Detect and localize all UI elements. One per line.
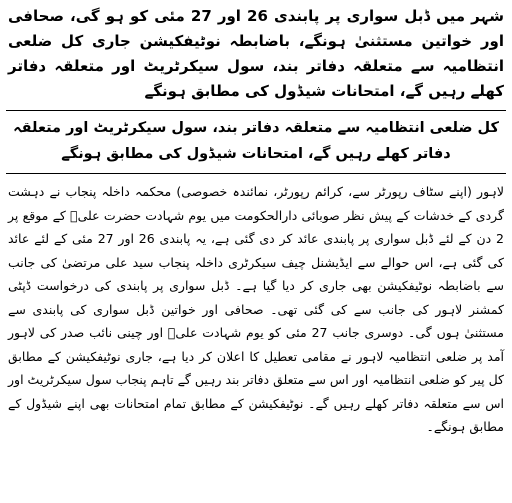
divider-top: [6, 110, 506, 111]
article-body: لاہور (اپنے سٹاف رپورٹر سے، کرائم رپورٹر، نمائندہ خصوصی) محکمہ داخلہ پنجاب نے دہشت گردی کے خدشات کے پیش نظر صوبائی دارالحکومت میں یوم شہادت حضرت علیؓ کے موقع پر 2 دن کے لئے ڈبل سواری پر پابندی عائد کر دی گئی ہے، یہ پابندی 26 اور 27 مئی کے لئے عائد کی گئی ہے، اس حوالے سے ایڈیشنل چیف سیکرٹری داخلہ پنجاب سید علی مرتضیٰ کی جانب سے باضابطہ نوٹیفکیشن بھی جاری کر دیا گیا ہے۔ ڈبل سواری پر پابندی کی درخواست ڈپٹی کمشنر لاہور کی جانب سے کی گئی تھی۔ صحافی اور خواتین ڈبل سواری کی پابندی سے مستثنیٰ ہوں گی۔ دوسری جانب 27 مئی کو یوم شہادت علیؓ اور چینی نائب صدر کی لاہور آمد پر ضلعی انتظامیہ لاہور نے مقامی تعطیل کا اعلان کر دیا ہے، جاری نوٹیفکیشن کے مطابق کل پیر کو ضلعی انتظامیہ اور اس سے متعلق دفاتر بند رہیں گے تاہم پنجاب سول سیکرٹریٹ اور اس سے متعلقہ دفاتر کھلے رہیں گے۔ نوٹیفکیشن کے مطابق تمام امتحانات بھی اپنے شیڈول کے مطابق ہونگے۔: [8, 184, 504, 434]
subheading: کل ضلعی انتظامیہ سے متعلقہ دفاتر بند، سول سیکرٹریٹ اور متعلقہ دفاتر کھلے رہیں گے، امتحانات شیڈول کی مطابق ہونگے: [13, 120, 499, 162]
divider-bottom: [6, 173, 506, 174]
headline: شہر میں ڈبل سواری پر پابندی 26 اور 27 مئی کو ہو گی، صحافی اور خواتین مستثنیٰ ہونگے، باضابطہ نوٹیفکیشن جاری کل ضلعی انتظامیہ سے متعلقہ دفاتر بند، سول سیکرٹریٹ اور متعلقہ دفاتر کھلے رہیں گے، امتحانات شیڈول کی مطابق ہونگے: [8, 7, 505, 100]
